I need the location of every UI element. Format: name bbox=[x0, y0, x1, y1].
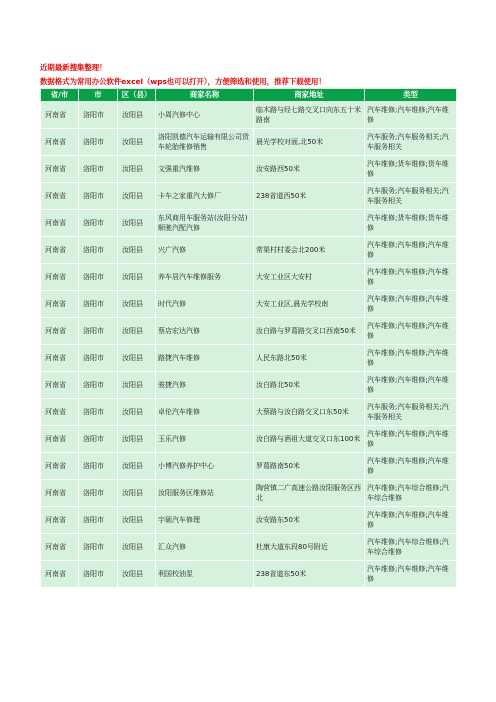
cell-province: 河南省 bbox=[41, 426, 79, 453]
cell-business-name: 宇硕汽车修理 bbox=[156, 507, 254, 534]
cell-county: 汝阳县 bbox=[118, 372, 156, 399]
cell-city: 洛阳市 bbox=[79, 534, 118, 561]
cell-city: 洛阳市 bbox=[79, 345, 118, 372]
table-row bbox=[41, 210, 457, 237]
table-row bbox=[41, 102, 457, 129]
table-row bbox=[41, 183, 457, 210]
cell-city: 洛阳市 bbox=[79, 102, 118, 129]
cell-business-address: 238省道西50米 bbox=[254, 183, 365, 210]
cell-type: 汽车维修;汽车维修;汽车维修 bbox=[365, 345, 457, 372]
table-row bbox=[41, 426, 457, 453]
cell-county: 汝阳县 bbox=[118, 156, 156, 183]
cell-county: 汝阳县 bbox=[118, 534, 156, 561]
cell-province: 河南省 bbox=[41, 561, 79, 588]
cell-province: 河南省 bbox=[41, 291, 79, 318]
table-row bbox=[41, 372, 457, 399]
cell-type: 汽车维修;汽车维修;汽车维修 bbox=[365, 318, 457, 345]
cell-type: 汽车维修;汽车维修;汽车维修 bbox=[365, 102, 457, 129]
business-table bbox=[40, 88, 457, 588]
cell-type: 汽车服务;汽车服务相关;汽车服务相关 bbox=[365, 183, 457, 210]
cell-business-name: 卡车之家重汽大修厂 bbox=[156, 183, 254, 210]
table-row bbox=[41, 480, 457, 507]
cell-business-address: 常渠村村委会北200米 bbox=[254, 237, 365, 264]
table-row bbox=[41, 291, 457, 318]
cell-province: 河南省 bbox=[41, 372, 79, 399]
table-body bbox=[41, 102, 457, 588]
cell-city: 洛阳市 bbox=[79, 561, 118, 588]
cell-city: 洛阳市 bbox=[79, 507, 118, 534]
cell-type: 汽车维修;汽车维修;汽车维修 bbox=[365, 264, 457, 291]
cell-city: 洛阳市 bbox=[79, 210, 118, 237]
cell-county: 汝阳县 bbox=[118, 318, 156, 345]
cell-business-name: 小周汽修中心 bbox=[156, 102, 254, 129]
cell-business-address: 大安工业区大安村 bbox=[254, 264, 365, 291]
cell-business-address: 晨光学校对面,北50米 bbox=[254, 129, 365, 156]
cell-business-address: 汝白路与酒祖大道交叉口东100米 bbox=[254, 426, 365, 453]
cell-business-name: 汇众汽修 bbox=[156, 534, 254, 561]
cell-business-name: 东风商用车服务站(汝阳分站)顺驰汽配汽修 bbox=[156, 210, 254, 237]
cell-business-name: 养车居汽车维修服务 bbox=[156, 264, 254, 291]
cell-city: 洛阳市 bbox=[79, 183, 118, 210]
cell-province: 河南省 bbox=[41, 264, 79, 291]
notice-line-2: 数据格式为常用办公软件excel（wps也可以打开），方便筛选和使用，推荐下载使用！ bbox=[40, 77, 326, 86]
header-type: 类型 bbox=[365, 89, 457, 102]
cell-business-address: 人民东路北50米 bbox=[254, 345, 365, 372]
cell-type: 汽车维修;汽车维修;汽车维修 bbox=[365, 426, 457, 453]
cell-province: 河南省 bbox=[41, 453, 79, 480]
cell-type: 汽车维修;汽车维修;汽车维修 bbox=[365, 372, 457, 399]
cell-province: 河南省 bbox=[41, 102, 79, 129]
cell-county: 汝阳县 bbox=[118, 291, 156, 318]
header-city: 市 bbox=[79, 89, 118, 102]
cell-business-name: 汝阳服务区维修站 bbox=[156, 480, 254, 507]
table-row bbox=[41, 507, 457, 534]
cell-business-address: 汝白路与罗葛路交叉口西南50米 bbox=[254, 318, 365, 345]
cell-county: 汝阳县 bbox=[118, 345, 156, 372]
cell-type: 汽车维修;货车维修;货车维修 bbox=[365, 156, 457, 183]
table-row bbox=[41, 237, 457, 264]
cell-city: 洛阳市 bbox=[79, 480, 118, 507]
cell-city: 洛阳市 bbox=[79, 318, 118, 345]
cell-county: 汝阳县 bbox=[118, 507, 156, 534]
cell-business-address: 陶营镇二广高速公路汝阳服务区西北 bbox=[254, 480, 365, 507]
cell-type: 汽车维修;汽车综合维修;汽车综合维修 bbox=[365, 480, 457, 507]
table-row bbox=[41, 156, 457, 183]
cell-type: 汽车服务;汽车服务相关;汽车服务相关 bbox=[365, 399, 457, 426]
table-row bbox=[41, 318, 457, 345]
cell-city: 洛阳市 bbox=[79, 426, 118, 453]
cell-business-name: 玉乐汽修 bbox=[156, 426, 254, 453]
cell-type: 汽车服务;汽车服务相关;汽车服务相关 bbox=[365, 129, 457, 156]
cell-province: 河南省 bbox=[41, 183, 79, 210]
cell-province: 河南省 bbox=[41, 210, 79, 237]
cell-business-address: 汝安路西50米 bbox=[254, 156, 365, 183]
cell-province: 河南省 bbox=[41, 345, 79, 372]
table-header-row bbox=[41, 89, 457, 102]
table-row bbox=[41, 534, 457, 561]
header-business-address: 商家地址 bbox=[254, 89, 365, 102]
cell-province: 河南省 bbox=[41, 156, 79, 183]
cell-type: 汽车维修;汽车维修;汽车维修 bbox=[365, 453, 457, 480]
cell-county: 汝阳县 bbox=[118, 480, 156, 507]
cell-business-address bbox=[254, 210, 365, 237]
cell-county: 汝阳县 bbox=[118, 426, 156, 453]
cell-province: 河南省 bbox=[41, 534, 79, 561]
cell-city: 洛阳市 bbox=[79, 399, 118, 426]
cell-county: 汝阳县 bbox=[118, 264, 156, 291]
table-row bbox=[41, 345, 457, 372]
cell-county: 汝阳县 bbox=[118, 561, 156, 588]
cell-type: 汽车维修;汽车维修;汽车维修 bbox=[365, 291, 457, 318]
cell-city: 洛阳市 bbox=[79, 264, 118, 291]
cell-business-address: 238省道东50米 bbox=[254, 561, 365, 588]
cell-type: 汽车维修;货车维修;货车维修 bbox=[365, 210, 457, 237]
cell-province: 河南省 bbox=[41, 480, 79, 507]
cell-city: 洛阳市 bbox=[79, 372, 118, 399]
cell-business-name: 兴广汽修 bbox=[156, 237, 254, 264]
cell-province: 河南省 bbox=[41, 129, 79, 156]
table-row bbox=[41, 453, 457, 480]
table-row bbox=[41, 561, 457, 588]
table-row bbox=[41, 264, 457, 291]
cell-business-name: 骏捷汽修 bbox=[156, 372, 254, 399]
cell-type: 汽车维修;汽车维修;汽车维修 bbox=[365, 561, 457, 588]
cell-county: 汝阳县 bbox=[118, 453, 156, 480]
cell-city: 洛阳市 bbox=[79, 237, 118, 264]
cell-business-address: 大蔡路与汝白路交叉口东50米 bbox=[254, 399, 365, 426]
cell-type: 汽车维修;汽车维修;汽车维修 bbox=[365, 507, 457, 534]
cell-province: 河南省 bbox=[41, 237, 79, 264]
cell-business-name: 卓伦汽车维修 bbox=[156, 399, 254, 426]
cell-province: 河南省 bbox=[41, 507, 79, 534]
cell-county: 汝阳县 bbox=[118, 399, 156, 426]
header-business-name: 商家名称 bbox=[156, 89, 254, 102]
cell-business-name: 利国校油泵 bbox=[156, 561, 254, 588]
cell-province: 河南省 bbox=[41, 318, 79, 345]
table-row bbox=[41, 129, 457, 156]
cell-business-address: 汝安路东50米 bbox=[254, 507, 365, 534]
cell-city: 洛阳市 bbox=[79, 453, 118, 480]
cell-county: 汝阳县 bbox=[118, 129, 156, 156]
cell-province: 河南省 bbox=[41, 399, 79, 426]
cell-type: 汽车维修;汽车维修;汽车维修 bbox=[365, 237, 457, 264]
cell-business-name: 时代汽修 bbox=[156, 291, 254, 318]
cell-city: 洛阳市 bbox=[79, 156, 118, 183]
header-province: 省/市 bbox=[41, 89, 79, 102]
cell-type: 汽车维修;汽车综合维修;汽车综合维修 bbox=[365, 534, 457, 561]
cell-business-name: 洛阳凯德汽车运输有限公司货车轮胎维修销售 bbox=[156, 129, 254, 156]
cell-city: 洛阳市 bbox=[79, 129, 118, 156]
notice-line-1: 近期最新搜集整理！ bbox=[40, 63, 107, 72]
cell-business-address: 大安工业区,晨光学校南 bbox=[254, 291, 365, 318]
cell-business-name: 小博汽修养护中心 bbox=[156, 453, 254, 480]
cell-business-address: 汝白路北50米 bbox=[254, 372, 365, 399]
cell-county: 汝阳县 bbox=[118, 210, 156, 237]
cell-business-address: 临木路与经七路交叉口向东五十米路南 bbox=[254, 102, 365, 129]
cell-city: 洛阳市 bbox=[79, 291, 118, 318]
table-row bbox=[41, 399, 457, 426]
cell-county: 汝阳县 bbox=[118, 237, 156, 264]
header-county: 区（县） bbox=[118, 89, 156, 102]
cell-county: 汝阳县 bbox=[118, 183, 156, 210]
cell-business-name: 文强重汽维修 bbox=[156, 156, 254, 183]
cell-business-name: 蔡店宏达汽修 bbox=[156, 318, 254, 345]
cell-county: 汝阳县 bbox=[118, 102, 156, 129]
cell-business-address: 罗葛路南50米 bbox=[254, 453, 365, 480]
cell-business-name: 路捷汽车维修 bbox=[156, 345, 254, 372]
cell-business-address: 杜康大道东段80号附近 bbox=[254, 534, 365, 561]
